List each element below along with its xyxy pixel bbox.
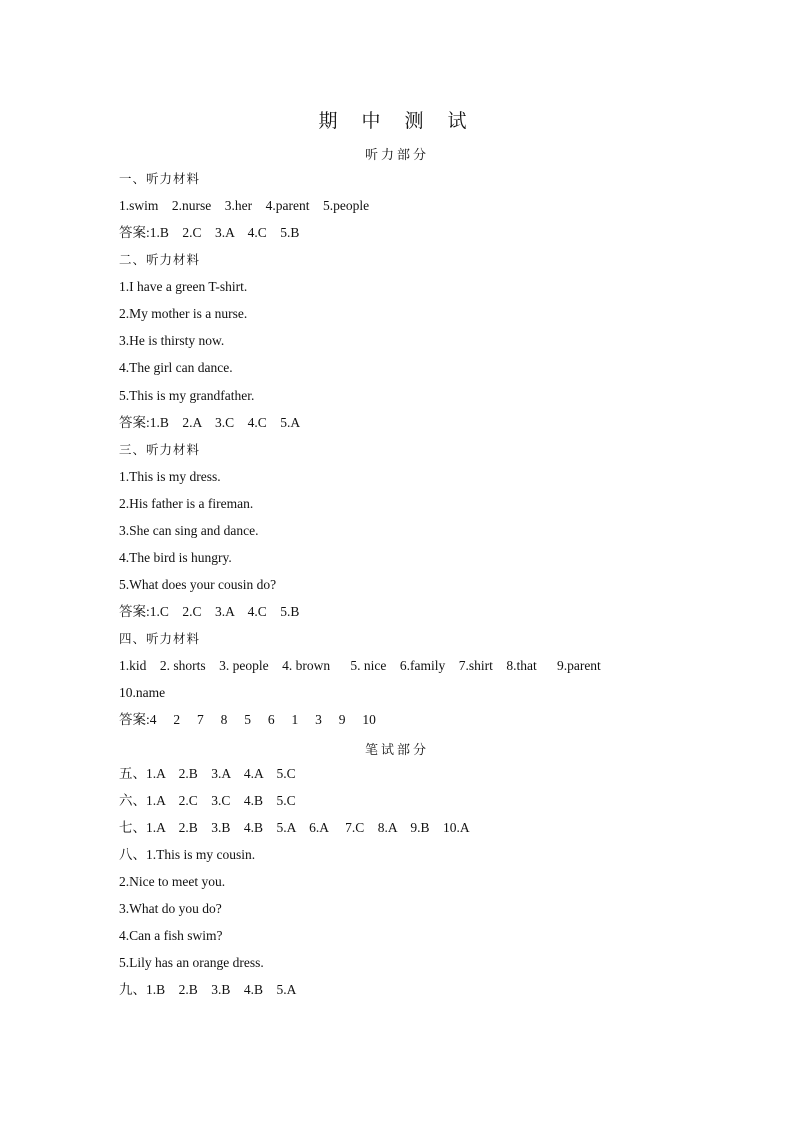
section-3-answers: 答案:1.C 2.C 3.A 4.C 5.B	[119, 604, 300, 619]
section-6-answers: 六、1.A 2.C 3.C 4.B 5.C	[119, 793, 296, 808]
section-4-words: 1.kid 2. shorts 3. people 4. brown 5. nice 6.family 7.shirt 8.that 9.parent	[119, 658, 601, 673]
section-2-heading: 二、听力材料	[119, 252, 201, 267]
section-2-item-4: 4.The girl can dance.	[119, 360, 233, 375]
page-title: 期 中 测 试	[318, 110, 476, 132]
section-2-item-1: 1.I have a green T-shirt.	[119, 279, 248, 294]
section-3-item-1: 1.This is my dress.	[119, 469, 221, 484]
section-8-item-4: 4.Can a fish swim?	[119, 928, 223, 943]
section-2-answers: 答案:1.B 2.A 3.C 4.C 5.A	[119, 415, 301, 430]
section-4-words-continued: 10.name	[119, 685, 166, 700]
section-4-heading: 四、听力材料	[119, 631, 201, 646]
section-8-item-2: 2.Nice to meet you.	[119, 874, 226, 889]
section-3-item-5: 5.What does your cousin do?	[119, 577, 277, 592]
section-1-answers: 答案:1.B 2.C 3.A 4.C 5.B	[119, 225, 300, 240]
section-1-words: 1.swim 2.nurse 3.her 4.parent 5.people	[119, 198, 370, 213]
section-7-answers: 七、1.A 2.B 3.B 4.B 5.A 6.A 7.C 8.A 9.B 10.A	[119, 820, 470, 835]
section-3-item-4: 4.The bird is hungry.	[119, 550, 232, 565]
section-8-item-1: 八、1.This is my cousin.	[119, 847, 256, 862]
writing-section-heading: 笔试部分	[364, 743, 429, 758]
section-5-answers: 五、1.A 2.B 3.A 4.A 5.C	[119, 766, 296, 781]
section-4-answers: 答案:4 2 7 8 5 6 1 3 9 10	[119, 712, 376, 727]
section-1-heading: 一、听力材料	[119, 171, 201, 186]
section-3-item-3: 3.She can sing and dance.	[119, 523, 259, 538]
listening-section-heading: 听力部分	[364, 148, 429, 163]
section-3-item-2: 2.His father is a fireman.	[119, 496, 254, 511]
section-8-item-3: 3.What do you do?	[119, 901, 222, 916]
section-2-item-3: 3.He is thirsty now.	[119, 333, 225, 348]
section-2-item-2: 2.My mother is a nurse.	[119, 306, 248, 321]
section-2-item-5: 5.This is my grandfather.	[119, 388, 255, 403]
section-3-heading: 三、听力材料	[119, 442, 201, 457]
section-9-answers: 九、1.B 2.B 3.B 4.B 5.A	[119, 982, 297, 997]
section-8-item-5: 5.Lily has an orange dress.	[119, 955, 264, 970]
